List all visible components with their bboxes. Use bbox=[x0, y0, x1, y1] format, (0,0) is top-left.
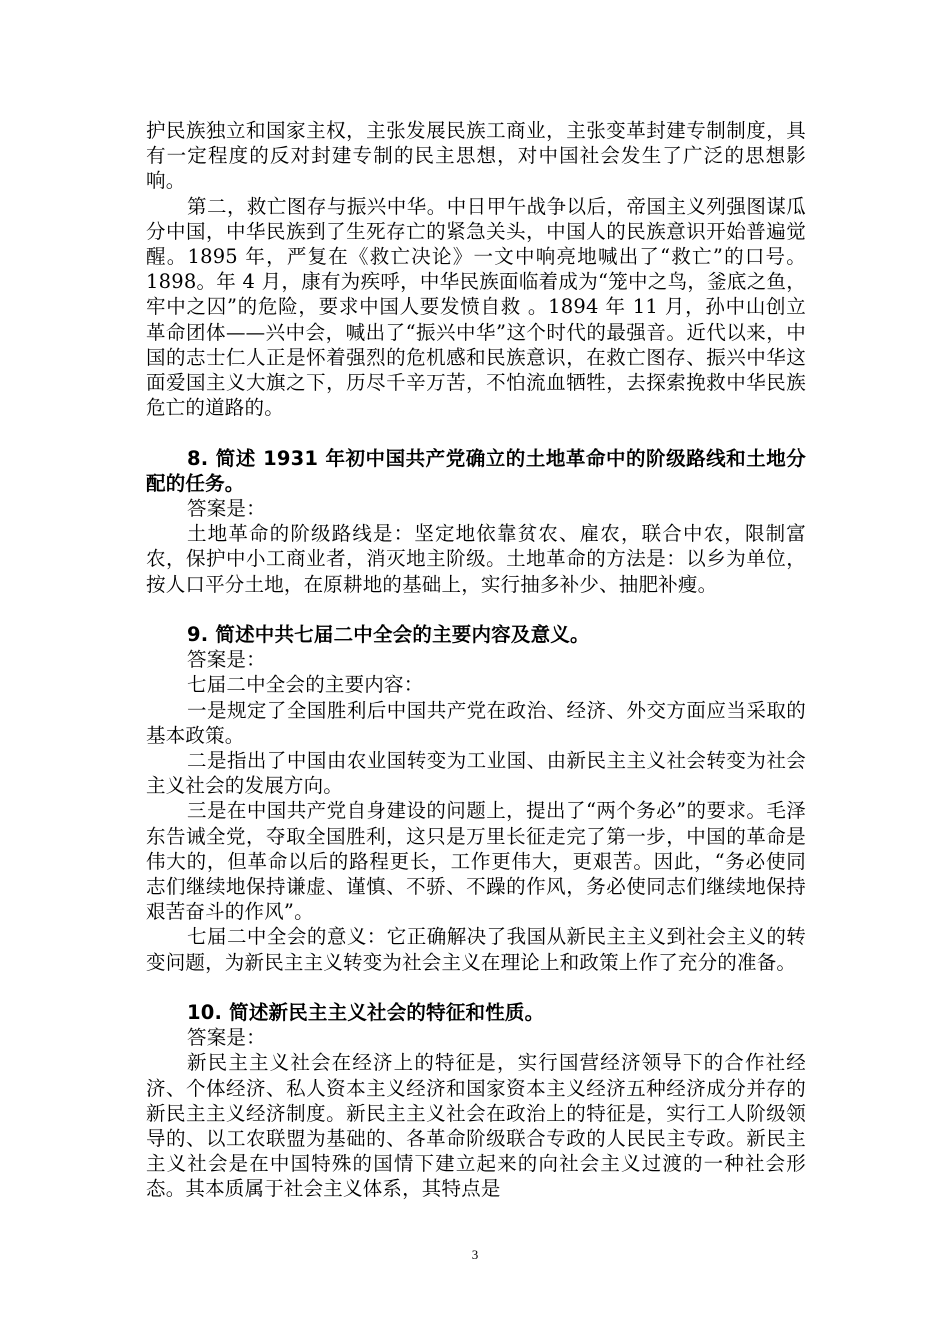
question-8 bbox=[146, 446, 806, 597]
question-10-answer-label: 答案是： bbox=[187, 1026, 266, 1050]
question-10-heading: 10. 简述新民主主义社会的特征和性质。 bbox=[187, 1001, 545, 1025]
question-9 bbox=[146, 622, 806, 975]
page-number: 3 bbox=[471, 1247, 479, 1262]
question-8-heading: 8. 简述 1931 年初中国共产党确立的土地革命中的阶级路线和土地分配的任务。 bbox=[146, 446, 806, 495]
intro-paragraph-second-point: 第二，救亡图存与振兴中华。中日甲午战争以后，帝国主义列强图谋瓜分中国，中华民族到了生死存亡的紧急关头，中国人的民族意识开始普遍觉醒。1895 年，严复在《救亡决论》一文中响亮地喊出了“救亡”的口号。1898。年 4 月，康有为疾呼，中华民族面临着成为“笼中之鸟，釜底之鱼，牢中之囚”的危险，要求中国人要发愤自救 。1894 年 11 月，孙中山创立革命团体——兴中会，喊出了“振兴中华”这个时代的最强音。近代以来，中国的志士仁人正是怀着强烈的危机感和民族意识，在救亡图存、振兴中华这面爱国主义大旗之下，历尽千辛万苦，不怕流血牺牲，去探索挽救中华民族危亡的道路的。 bbox=[146, 194, 806, 420]
question-9-point-2: 二是指出了中国由农业国转变为工业国、由新民主主义社会转变为社会主义社会的发展方向。 bbox=[146, 749, 806, 798]
question-8-answer-body: 土地革命的阶级路线是：坚定地依靠贫农、雇农，联合中农，限制富农，保护中小工商业者，消灭地主阶级。土地革命的方法是：以乡为单位，按人口平分土地，在原耕地的基础上，实行抽多补少、抽肥补瘦。 bbox=[146, 522, 806, 596]
section-gap bbox=[146, 597, 806, 622]
question-10-answer-body: 新民主主义社会在经济上的特征是，实行国营经济领导下的合作社经济、个体经济、私人资本主义经济和国家资本主义经济五种经济成分并存的新民主主义经济制度。新民主主义社会在政治上的特征是，实行工人阶级领导的、以工农联盟为基础的、各革命阶级联合专政的人民民主专政。新民主主义社会是在中国特殊的国情下建立起来的向社会主义过渡的一种社会形态。其本质属于社会主义体系，其特点是 bbox=[146, 1051, 806, 1201]
intro-paragraph-continued: 护民族独立和国家主权，主张发展民族工商业，主张变革封建专制制度，具有一定程度的反对封建专制的民主思想，对中国社会发生了广泛的思想影响。 bbox=[146, 119, 806, 193]
question-9-significance: 七届二中全会的意义：它正确解决了我国从新民主主义到社会主义的转变问题，为新民主主义转变为社会主义在理论上和政策上作了充分的准备。 bbox=[146, 925, 806, 974]
question-9-point-3: 三是在中国共产党自身建设的问题上，提出了“两个务必”的要求。毛泽东告诫全党，夺取全国胜利，这只是万里长征走完了第一步，中国的革命是伟大的，但革命以后的路程更长，工作更伟大，更艰苦。因此，“务必使同志们继续地保持谦虚、谨慎、不骄、不躁的作风，务必使同志们继续地保持艰苦奋斗的作风”。 bbox=[146, 799, 806, 924]
question-9-answer-label: 答案是： bbox=[187, 648, 266, 672]
question-9-heading: 9. 简述中共七届二中全会的主要内容及意义。 bbox=[187, 623, 590, 647]
section-gap bbox=[146, 975, 806, 1000]
question-9-point-1: 一是规定了全国胜利后中国共产党在政治、经济、外交方面应当采取的基本政策。 bbox=[146, 698, 806, 747]
question-8-answer-label: 答案是： bbox=[187, 497, 266, 521]
document-body bbox=[146, 118, 806, 1202]
section-gap bbox=[146, 420, 806, 445]
question-9-content-label: 七届二中全会的主要内容： bbox=[187, 673, 424, 697]
question-10 bbox=[146, 1000, 806, 1202]
